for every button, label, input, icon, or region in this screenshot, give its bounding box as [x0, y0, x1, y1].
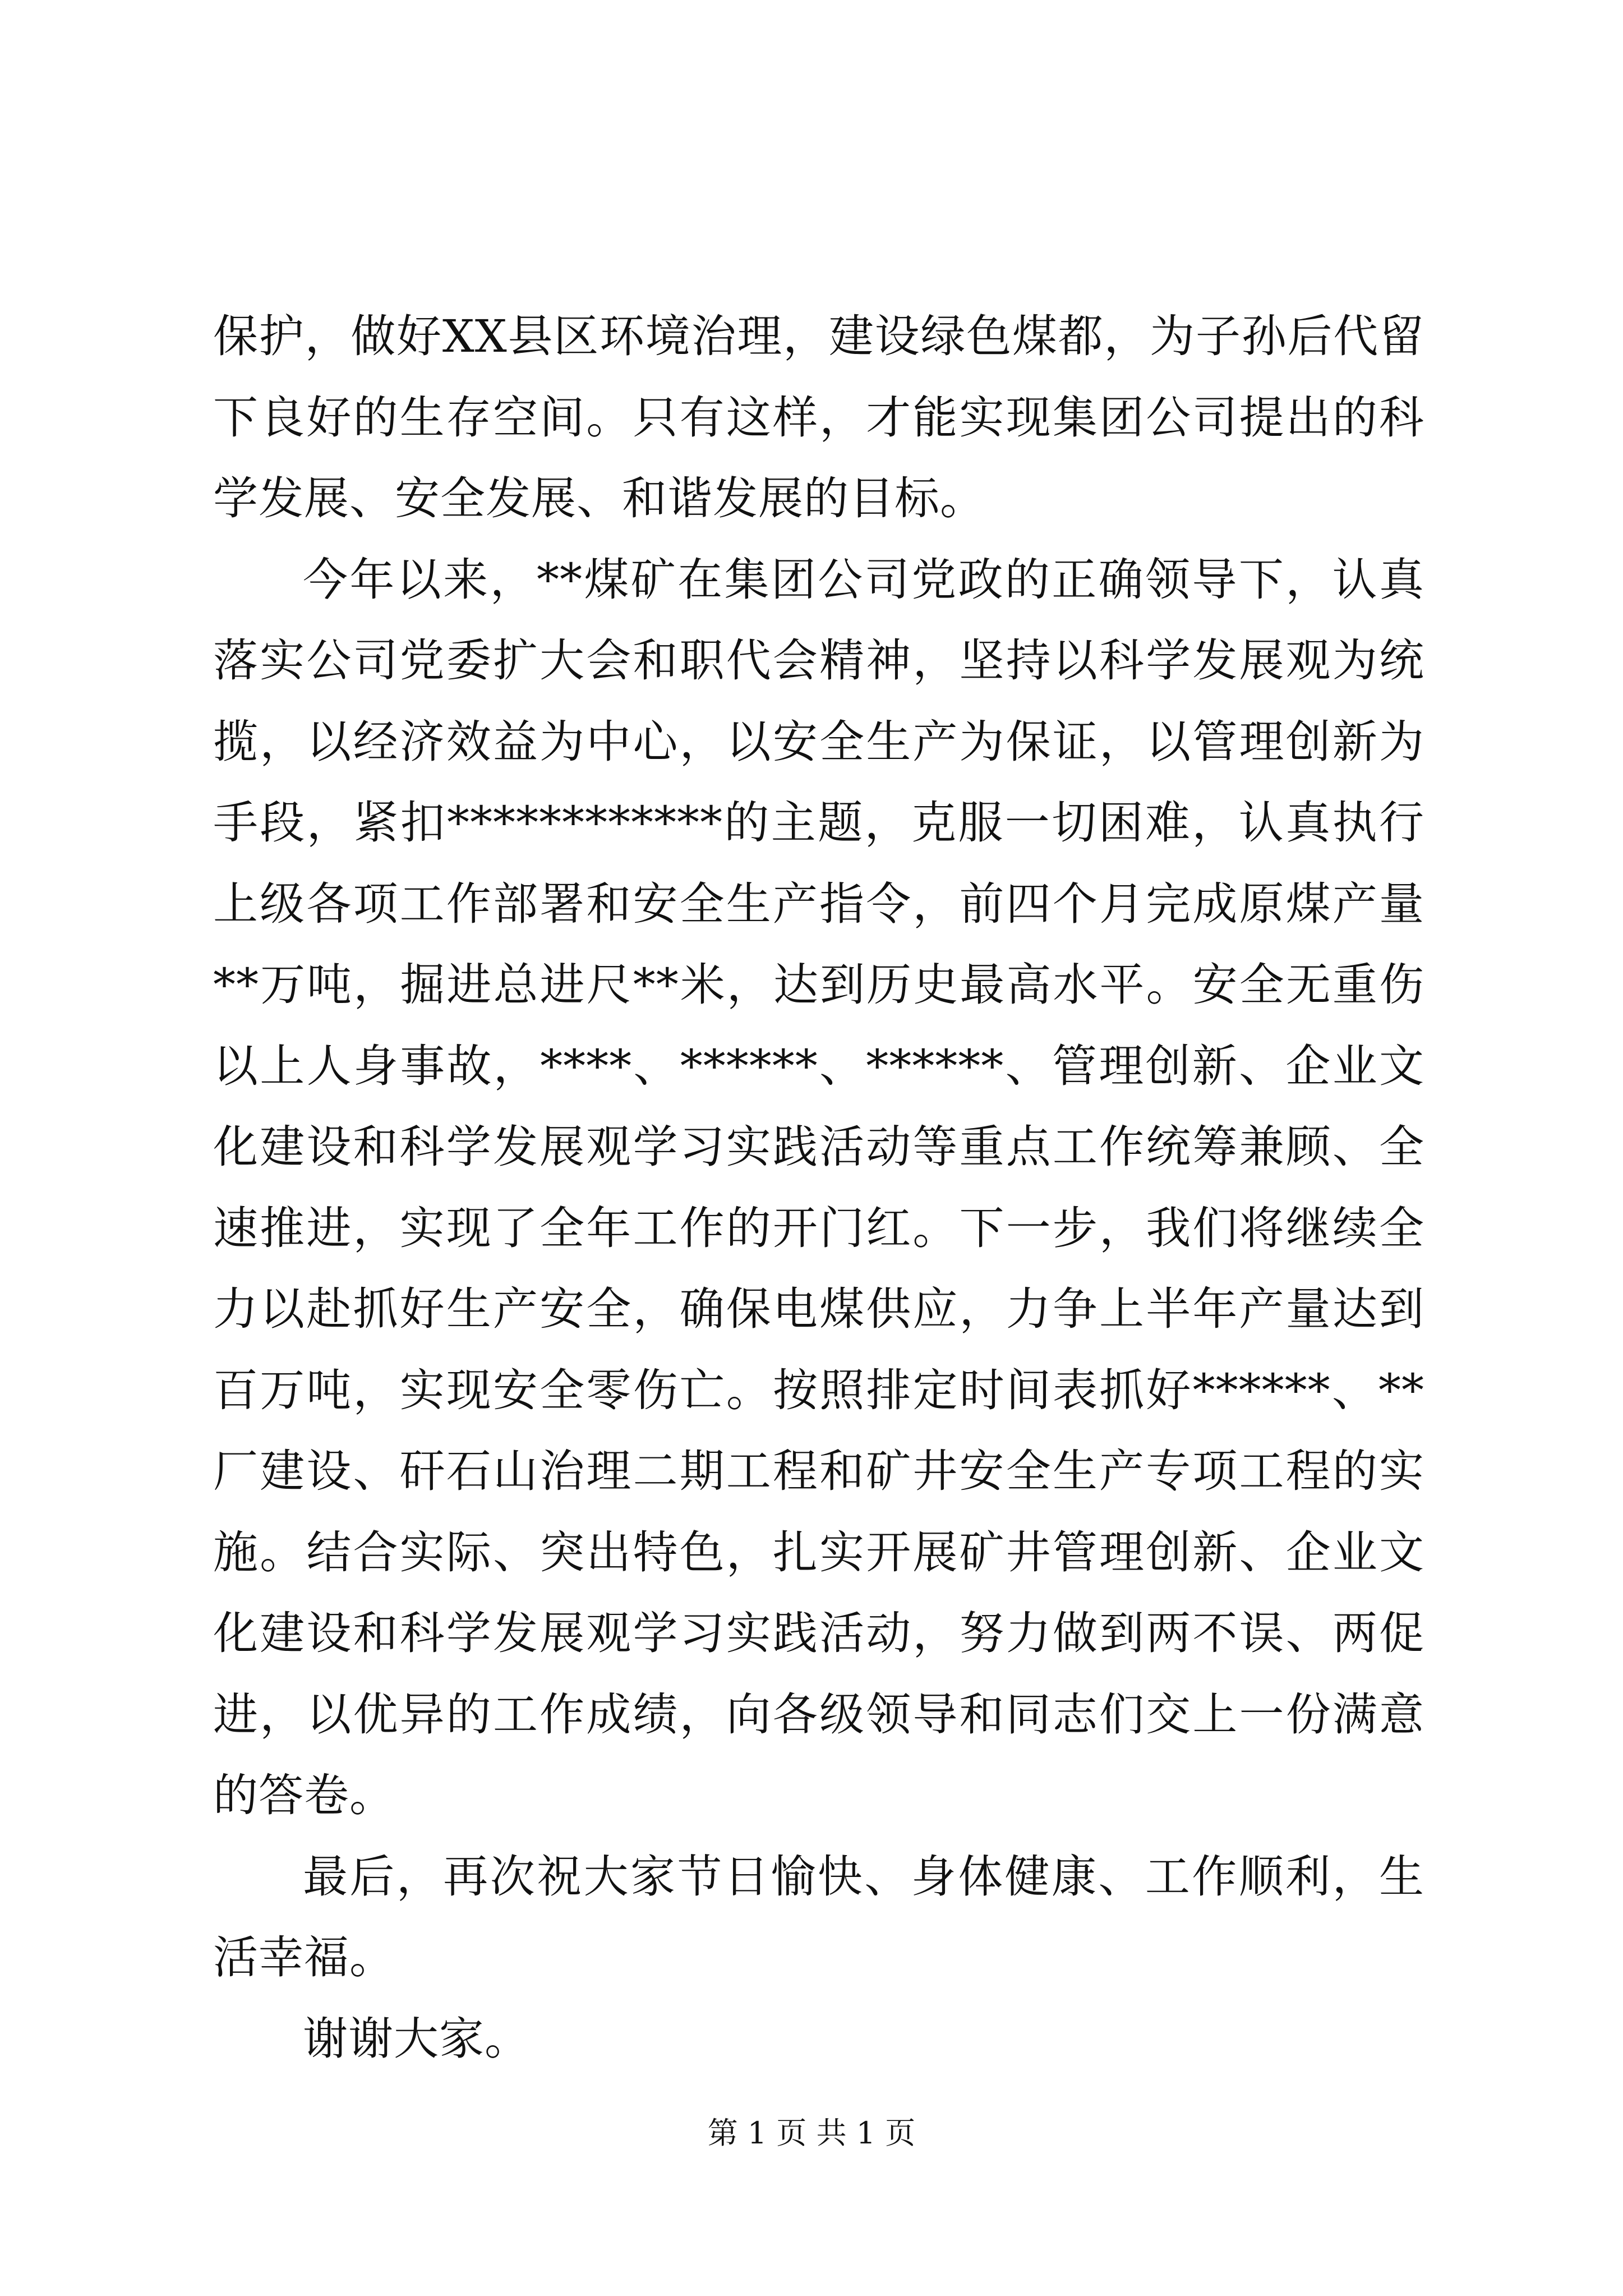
paragraph-progress-report: 今年以来，**煤矿在集团公司党政的正确领导下，认真落实公司党委扩大会和职代会精神，坚持以科学发展观为统揽，以经济效益为中心，以安全生产为保证，以管理创新为手段，紧扣************的主题，克服一切困难，认真执行上级各项工作部署和安全生产指令，前四个月完成原煤产量**万吨，掘进总进尺**米，达到历史最高水平。安全无重伤以上人身事故，****、******、******、管理创新、企业文化建设和科学发展观学习实践活动等重点工作统筹兼顾、全速推进，实现了全年工作的开门红。下一步，我们将继续全力以赴抓好生产安全，确保电煤供应，力争上半年产量达到百万吨，实现安全零伤亡。按照排定时间表抓好******、**厂建设、矸石山治理二期工程和矿井安全生产专项工程的实施。结合实际、突出特色，扎实开展矿井管理创新、企业文化建设和科学发展观学习实践活动，努力做到两不误、两促进，以优异的工作成绩，向各级领导和同志们交上一份满意的答卷。	[213, 553, 1424, 1821]
paragraph-closing-wishes: 最后，再次祝大家节日愉快、身体健康、工作顺利，生活幸福。	[213, 1850, 1424, 1984]
document-body	[213, 296, 1424, 2079]
page-number-footer: 第 1 页 共 1 页	[707, 2115, 916, 2151]
paragraph-continuation: 保护，做好XX县区环境治理，建设绿色煤都，为子孙后代留下良好的生存空间。只有这样，才能实现集团公司提出的科学发展、安全发展、和谐发展的目标。	[213, 310, 1424, 524]
paragraph-thanks: 谢谢大家。	[303, 2012, 530, 2065]
